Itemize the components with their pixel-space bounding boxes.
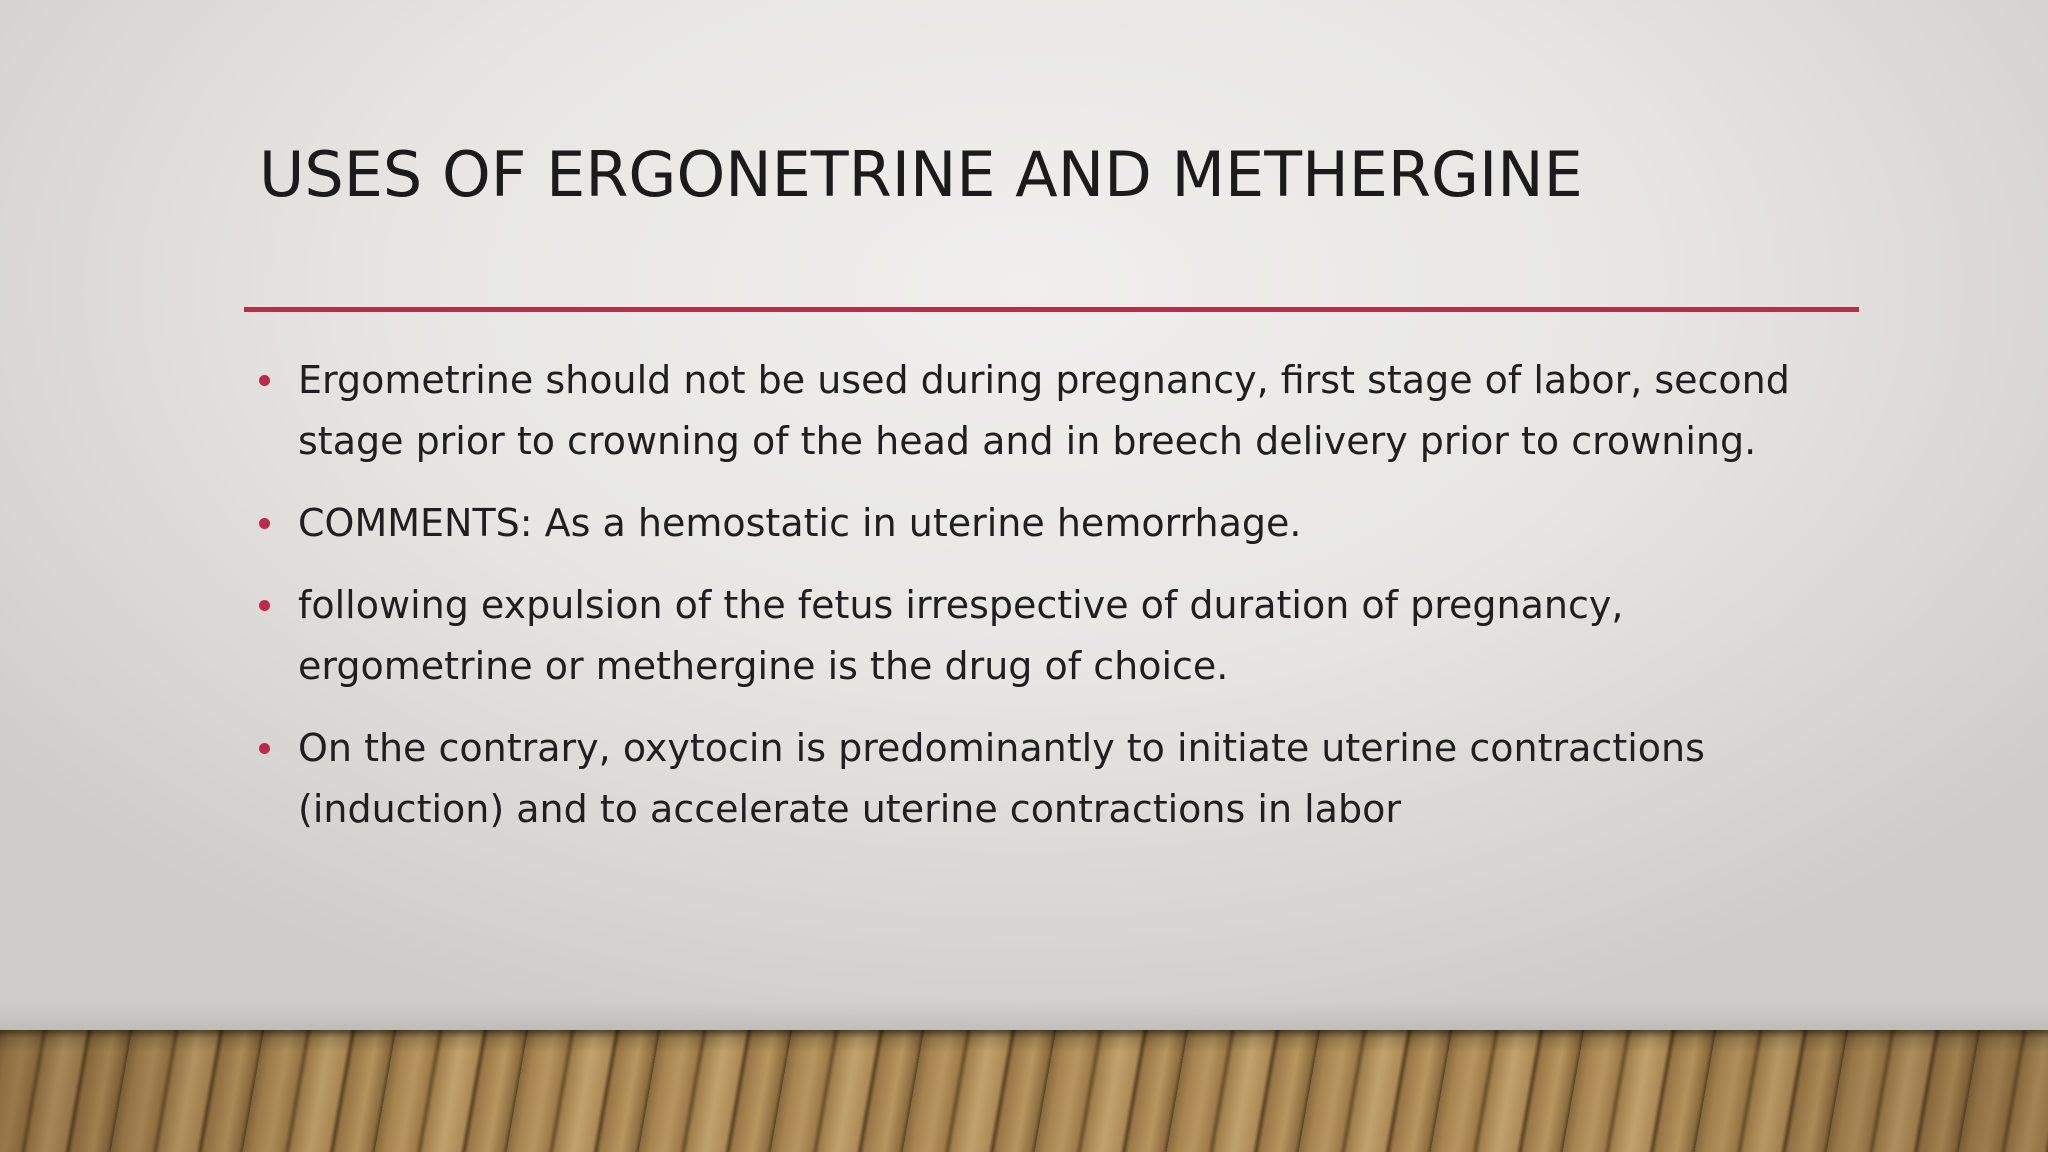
bullet-dot-icon <box>259 375 270 386</box>
wall-shadow <box>0 1000 2048 1030</box>
bullet-item <box>259 493 1819 554</box>
bullet-item <box>259 350 1819 472</box>
title-divider <box>244 307 1859 312</box>
slide-title: USES OF ERGONETRINE AND METHERGINE <box>259 138 1583 211</box>
bullet-dot-icon <box>259 600 270 611</box>
bullet-list <box>259 350 1819 861</box>
bullet-dot-icon <box>259 518 270 529</box>
bullet-text: Ergometrine should not be used during pregnancy, first stage of labor, second stage prior to crowning of the head and in breech delivery prior to crowning. <box>298 358 1790 463</box>
bullet-item <box>259 718 1819 840</box>
bullet-text: following expulsion of the fetus irrespective of duration of pregnancy, ergometrine or methergine is the drug of choice. <box>298 583 1624 688</box>
bullet-text: On the contrary, oxytocin is predominantly to initiate uterine contractions (induction) and to accelerate uterine contractions in labor <box>298 726 1705 831</box>
bullet-text: COMMENTS: As a hemostatic in uterine hemorrhage. <box>298 501 1302 545</box>
floor-shading <box>0 1030 2048 1152</box>
bullet-item <box>259 575 1819 697</box>
bullet-dot-icon <box>259 743 270 754</box>
